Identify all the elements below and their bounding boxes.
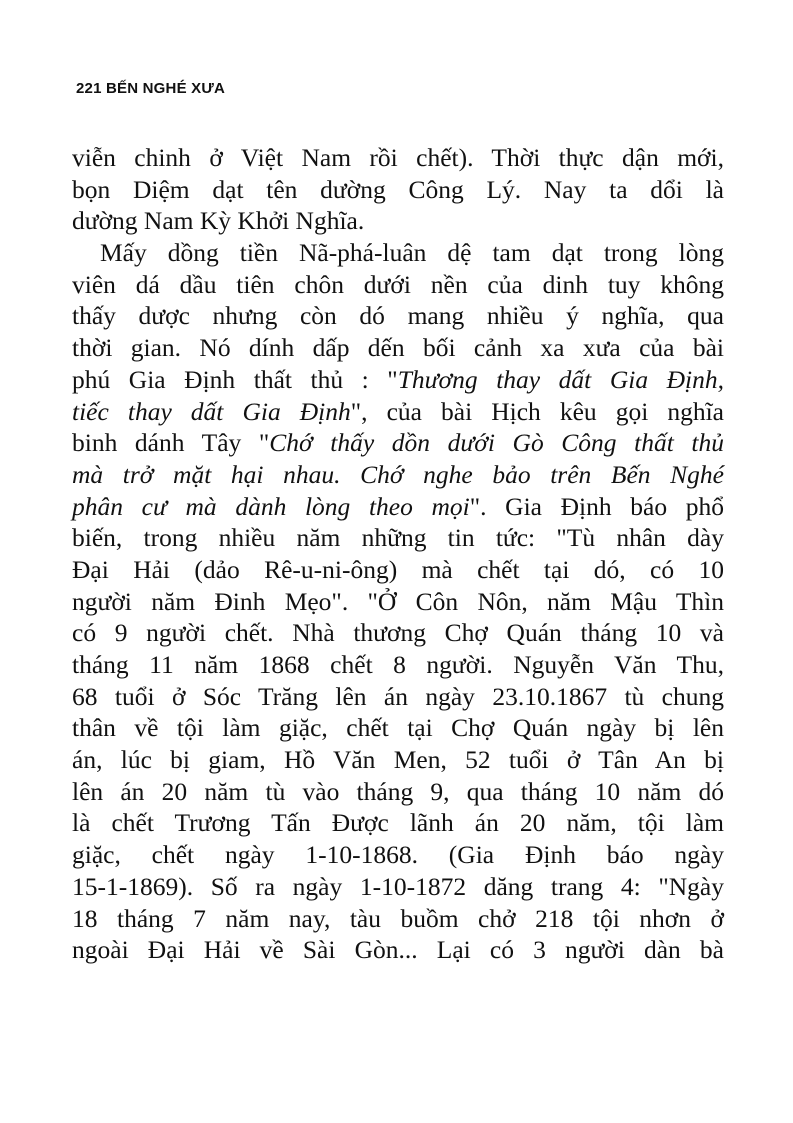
text-line bbox=[72, 839, 724, 871]
text-line bbox=[72, 807, 724, 839]
text-line bbox=[72, 934, 724, 966]
text-line bbox=[72, 205, 724, 237]
text-segment: người năm Đinh Mẹo". "Ở Côn Nôn, năm Mậu Thìn bbox=[72, 586, 724, 616]
text-segment: bọn Diệm dạt tên dường Công Lý. Nay ta dổi là bbox=[72, 174, 724, 204]
text-segment: có 9 người chết. Nhà thương Chợ Quán tháng 10 và bbox=[72, 618, 724, 648]
text-segment: Mấy dồng tiền Nã-phá-luân dệ tam dạt trong lòng bbox=[100, 238, 724, 268]
running-title: BẾN NGHÉ XƯA bbox=[106, 80, 226, 97]
text-segment: án, lúc bị giam, Hồ Văn Men, 52 tuổi ở Tân An bị bbox=[72, 745, 724, 775]
text-line bbox=[72, 300, 724, 332]
text-line bbox=[72, 903, 724, 935]
text-segment: thấy dược nhưng còn dó mang nhiều ý nghĩa, qua bbox=[72, 301, 724, 331]
text-segment: giặc, chết ngày 1-10-1868. (Gia Định báo ngày bbox=[72, 840, 724, 870]
italic-segment: Thương thay dất Gia Định, bbox=[397, 364, 724, 394]
text-segment: phú Gia Định thất thủ : " bbox=[72, 364, 398, 394]
text-line bbox=[72, 174, 724, 206]
text-segment: Đại Hải (dảo Rê-u-ni-ông) mà chết tại dó, có 10 bbox=[72, 554, 724, 584]
text-line bbox=[72, 364, 724, 396]
text-segment: 15-1-1869). Số ra ngày 1-10-1872 dăng trang 4: "Ngày bbox=[72, 871, 724, 901]
text-segment: dường Nam Kỳ Khởi Nghĩa. bbox=[72, 206, 365, 236]
page-number: 221 bbox=[76, 80, 102, 97]
text-line bbox=[72, 554, 724, 586]
text-segment: viên dá dầu tiên chôn dưới nền của dinh tuy không bbox=[72, 269, 724, 299]
text-line bbox=[72, 744, 724, 776]
text-line bbox=[72, 586, 724, 618]
text-segment: 18 tháng 7 năm nay, tàu buồm chở 218 tội nhơn ở bbox=[72, 903, 724, 933]
text-segment: tháng 11 năm 1868 chết 8 người. Nguyễn Văn Thu, bbox=[72, 650, 724, 679]
text-line bbox=[72, 396, 724, 428]
text-line bbox=[72, 522, 724, 554]
text-line bbox=[72, 269, 724, 301]
text-line bbox=[72, 332, 724, 364]
text-line bbox=[72, 712, 724, 744]
text-line bbox=[72, 142, 724, 174]
italic-segment: mà trở mặt hại nhau. Chớ nghe bảo trên Bến Nghé bbox=[72, 459, 724, 489]
running-head bbox=[76, 80, 225, 97]
body-text bbox=[72, 142, 724, 966]
text-segment: thời gian. Nó dính dấp dến bối cảnh xa xưa của bài bbox=[72, 333, 724, 363]
text-segment: là chết Trương Tấn Được lãnh án 20 năm, tội làm bbox=[72, 808, 724, 838]
text-line bbox=[72, 617, 724, 649]
text-segment: ", của bài Hịch kêu gọi nghĩa bbox=[350, 396, 724, 426]
text-segment: biến, trong nhiều năm những tin tức: "Tù nhân dày bbox=[72, 523, 724, 553]
text-line bbox=[72, 459, 724, 491]
text-line bbox=[72, 237, 724, 269]
text-line bbox=[72, 649, 724, 681]
text-segment: ngoài Đại Hải về Sài Gòn... Lại có 3 người dàn bà bbox=[72, 935, 724, 965]
text-line bbox=[72, 776, 724, 808]
text-segment: binh dánh Tây " bbox=[72, 428, 270, 458]
text-segment: viễn chinh ở Việt Nam rồi chết). Thời thực dận mới, bbox=[72, 143, 724, 172]
italic-segment: Chớ thấy dồn dưới Gò Công thất thủ bbox=[269, 428, 724, 458]
italic-segment: phân cư mà dành lòng theo mọi bbox=[72, 491, 470, 521]
text-line bbox=[72, 681, 724, 713]
text-segment: ". Gia Định báo phổ bbox=[469, 491, 724, 521]
text-segment: lên án 20 năm tù vào tháng 9, qua tháng 10 năm dó bbox=[72, 776, 724, 806]
text-segment: 68 tuổi ở Sóc Trăng lên án ngày 23.10.1867 tù chung bbox=[72, 681, 724, 711]
text-line bbox=[72, 427, 724, 459]
italic-segment: tiếc thay dất Gia Định bbox=[72, 396, 351, 426]
text-line bbox=[72, 871, 724, 903]
text-line bbox=[72, 491, 724, 523]
text-segment: thân về tội làm giặc, chết tại Chợ Quán ngày bị lên bbox=[72, 713, 724, 743]
